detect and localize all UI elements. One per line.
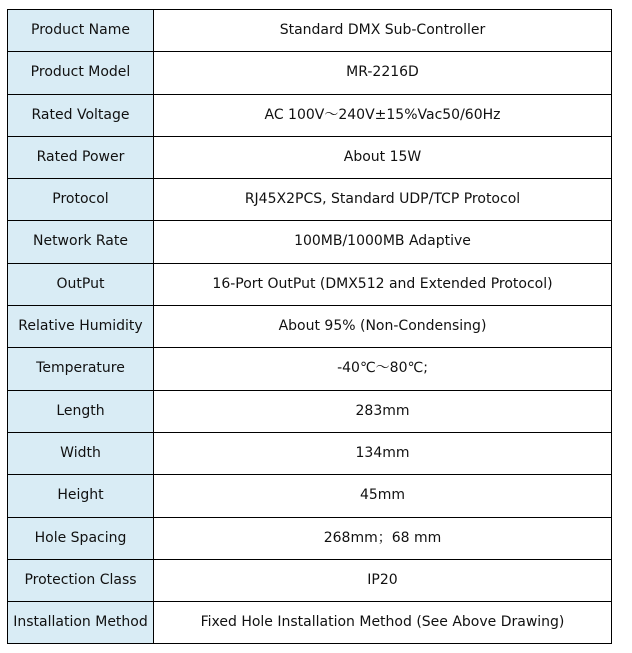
spec-row-product-name — [8, 10, 612, 52]
spec-row-protocol — [8, 179, 612, 221]
spec-label: Protocol — [8, 179, 154, 221]
spec-row-relative-humidity — [8, 306, 612, 348]
spec-value: 268mm；68 mm — [154, 517, 612, 559]
spec-row-protection-class — [8, 559, 612, 601]
spec-value: Fixed Hole Installation Method (See Above Drawing) — [154, 602, 612, 644]
spec-row-rated-power — [8, 136, 612, 178]
spec-value: IP20 — [154, 559, 612, 601]
spec-row-temperature — [8, 348, 612, 390]
spec-label: Rated Voltage — [8, 94, 154, 136]
spec-label: Product Model — [8, 52, 154, 94]
spec-label: Relative Humidity — [8, 306, 154, 348]
spec-value: AC 100V～240V±15%Vac50/60Hz — [154, 94, 612, 136]
spec-row-product-model — [8, 52, 612, 94]
spec-row-width — [8, 432, 612, 474]
spec-value: 100MB/1000MB Adaptive — [154, 221, 612, 263]
spec-value: About 95% (Non-Condensing) — [154, 306, 612, 348]
spec-table — [7, 9, 612, 644]
spec-label: Rated Power — [8, 136, 154, 178]
spec-row-rated-voltage — [8, 94, 612, 136]
spec-label: Height — [8, 475, 154, 517]
spec-row-hole-spacing — [8, 517, 612, 559]
spec-value: -40℃～80℃; — [154, 348, 612, 390]
spec-label: OutPut — [8, 263, 154, 305]
spec-label: Product Name — [8, 10, 154, 52]
spec-value: 45mm — [154, 475, 612, 517]
spec-row-network-rate — [8, 221, 612, 263]
spec-label: Network Rate — [8, 221, 154, 263]
spec-label: Length — [8, 390, 154, 432]
spec-label: Installation Method — [8, 602, 154, 644]
spec-value: RJ45X2PCS, Standard UDP/TCP Protocol — [154, 179, 612, 221]
spec-row-height — [8, 475, 612, 517]
spec-row-output — [8, 263, 612, 305]
spec-label: Width — [8, 432, 154, 474]
spec-value: 283mm — [154, 390, 612, 432]
spec-value: 16-Port OutPut (DMX512 and Extended Protocol) — [154, 263, 612, 305]
spec-row-installation-method — [8, 602, 612, 644]
spec-value: About 15W — [154, 136, 612, 178]
spec-label: Protection Class — [8, 559, 154, 601]
spec-value: Standard DMX Sub-Controller — [154, 10, 612, 52]
spec-label: Hole Spacing — [8, 517, 154, 559]
spec-value: 134mm — [154, 432, 612, 474]
spec-label: Temperature — [8, 348, 154, 390]
spec-row-length — [8, 390, 612, 432]
spec-value: MR-2216D — [154, 52, 612, 94]
